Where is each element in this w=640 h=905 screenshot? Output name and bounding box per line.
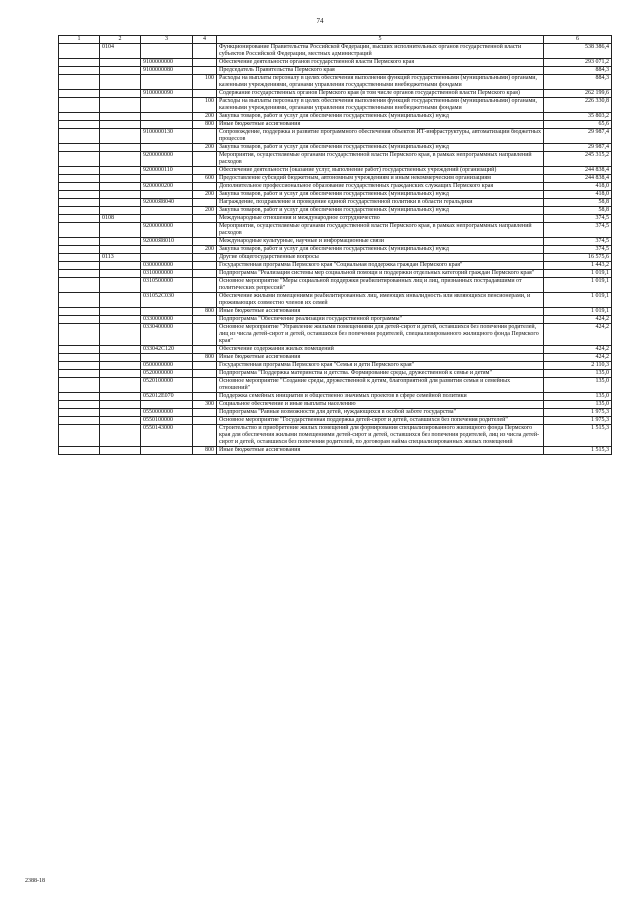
cell-section-code bbox=[100, 425, 141, 447]
column-header: 5 bbox=[217, 36, 544, 44]
cell-target-code: 0310000000 bbox=[141, 270, 193, 278]
cell-target-code: 9100000000 bbox=[141, 59, 193, 67]
cell-col1 bbox=[59, 98, 100, 113]
cell-col1 bbox=[59, 75, 100, 90]
cell-expense-type bbox=[193, 199, 217, 207]
cell-amount: 135,0 bbox=[544, 378, 612, 393]
table-row bbox=[59, 254, 612, 262]
cell-target-code: 0330000000 bbox=[141, 316, 193, 324]
cell-target-code: 052012Е070 bbox=[141, 393, 193, 401]
cell-section-code bbox=[100, 346, 141, 354]
cell-description: Подпрограмма "Обеспечение реализации государственной программы" bbox=[217, 316, 544, 324]
cell-section-code bbox=[100, 67, 141, 75]
cell-section-code bbox=[100, 316, 141, 324]
table-row bbox=[59, 67, 612, 75]
cell-amount: 244 838,4 bbox=[544, 167, 612, 175]
cell-expense-type bbox=[193, 378, 217, 393]
cell-section-code bbox=[100, 90, 141, 98]
cell-amount: 418,0 bbox=[544, 183, 612, 191]
cell-section-code bbox=[100, 59, 141, 67]
table-row bbox=[59, 238, 612, 246]
cell-target-code: 033042С120 bbox=[141, 346, 193, 354]
cell-section-code bbox=[100, 152, 141, 167]
cell-section-code bbox=[100, 370, 141, 378]
cell-expense-type bbox=[193, 67, 217, 75]
table-row bbox=[59, 324, 612, 346]
cell-col1 bbox=[59, 409, 100, 417]
cell-target-code: 9200000000 bbox=[141, 152, 193, 167]
cell-section-code bbox=[100, 278, 141, 293]
cell-col1 bbox=[59, 393, 100, 401]
table-body bbox=[59, 44, 612, 455]
table-row bbox=[59, 346, 612, 354]
cell-col1 bbox=[59, 59, 100, 67]
cell-target-code: 0330400000 bbox=[141, 324, 193, 346]
cell-expense-type bbox=[193, 223, 217, 238]
cell-target-code: 031052С030 bbox=[141, 293, 193, 308]
cell-expense-type bbox=[193, 417, 217, 425]
cell-section-code bbox=[100, 113, 141, 121]
cell-col1 bbox=[59, 262, 100, 270]
page-number: 74 bbox=[316, 17, 324, 25]
cell-expense-type: 800 bbox=[193, 121, 217, 129]
cell-description: Дополнительное профессиональное образование государственных гражданских служащих Пермского края bbox=[217, 183, 544, 191]
cell-description: Функционирование Правительства Российской Федерации, высших исполнительных органов государственной власти субъектов Российской Федерации, местных администраций bbox=[217, 44, 544, 59]
cell-description: Основное мероприятие "Государственная поддержка детей-сирот и детей, оставшихся без попечения родителей" bbox=[217, 417, 544, 425]
cell-description: Награждение, поздравление и проведение единой государственной политики в области геральдики bbox=[217, 199, 544, 207]
cell-description: Закупка товаров, работ и услуг для обеспечения государственных (муниципальных) нужд bbox=[217, 207, 544, 215]
cell-expense-type: 100 bbox=[193, 75, 217, 90]
cell-description: Обеспечение деятельности (оказание услуг, выполнение работ) государственных учреждений (организаций) bbox=[217, 167, 544, 175]
cell-expense-type bbox=[193, 324, 217, 346]
cell-expense-type bbox=[193, 370, 217, 378]
table-row bbox=[59, 246, 612, 254]
cell-section-code bbox=[100, 409, 141, 417]
cell-target-code bbox=[141, 207, 193, 215]
cell-amount: 418,0 bbox=[544, 191, 612, 199]
cell-target-code bbox=[141, 144, 193, 152]
cell-expense-type bbox=[193, 270, 217, 278]
cell-expense-type bbox=[193, 346, 217, 354]
cell-col1 bbox=[59, 447, 100, 455]
cell-col1 bbox=[59, 425, 100, 447]
cell-expense-type bbox=[193, 293, 217, 308]
cell-target-code: 0520100000 bbox=[141, 378, 193, 393]
cell-section-code bbox=[100, 144, 141, 152]
cell-col1 bbox=[59, 183, 100, 191]
cell-amount: 1 443,2 bbox=[544, 262, 612, 270]
cell-target-code: 9200000200 bbox=[141, 183, 193, 191]
table-row bbox=[59, 316, 612, 324]
table-row bbox=[59, 98, 612, 113]
cell-amount: 29 987,4 bbox=[544, 144, 612, 152]
cell-col1 bbox=[59, 324, 100, 346]
cell-section-code bbox=[100, 293, 141, 308]
cell-description: Закупка товаров, работ и услуг для обеспечения государственных (муниципальных) нужд bbox=[217, 113, 544, 121]
cell-expense-type bbox=[193, 215, 217, 223]
cell-target-code bbox=[141, 121, 193, 129]
table-row bbox=[59, 262, 612, 270]
cell-amount: 262 199,6 bbox=[544, 90, 612, 98]
cell-amount: 226 330,8 bbox=[544, 98, 612, 113]
table-row bbox=[59, 215, 612, 223]
cell-col1 bbox=[59, 44, 100, 59]
cell-amount: 245 315,2 bbox=[544, 152, 612, 167]
cell-target-code bbox=[141, 75, 193, 90]
table-row bbox=[59, 370, 612, 378]
cell-description: Сопровождение, поддержка и развитие программного обеспечения объектов ИТ-инфраструктуры, автоматизации бюджетных процессов bbox=[217, 129, 544, 144]
cell-section-code bbox=[100, 238, 141, 246]
cell-amount: 1 975,3 bbox=[544, 409, 612, 417]
cell-description: Основное мероприятие "Создание среды, дружественной к детям, благоприятной для развития семьи и семейных отношений" bbox=[217, 378, 544, 393]
cell-description: Предоставление субсидий бюджетным, автономным учреждениям и иным некоммерческим организациям bbox=[217, 175, 544, 183]
cell-amount: 58,8 bbox=[544, 207, 612, 215]
cell-expense-type: 300 bbox=[193, 401, 217, 409]
cell-expense-type: 200 bbox=[193, 191, 217, 199]
cell-expense-type bbox=[193, 316, 217, 324]
table-row bbox=[59, 409, 612, 417]
table-row bbox=[59, 59, 612, 67]
cell-description: Государственная программа Пермского края "Социальная поддержка граждан Пермского края" bbox=[217, 262, 544, 270]
cell-col1 bbox=[59, 121, 100, 129]
cell-section-code bbox=[100, 246, 141, 254]
table-row bbox=[59, 90, 612, 98]
cell-col1 bbox=[59, 254, 100, 262]
cell-target-code bbox=[141, 44, 193, 59]
table-row bbox=[59, 354, 612, 362]
cell-description: Обеспечение жилыми помещениями реабилитированных лиц, имеющих инвалидность или являющихся пенсионерами, и проживающих совместно членов их семей bbox=[217, 293, 544, 308]
cell-expense-type: 600 bbox=[193, 175, 217, 183]
table-row bbox=[59, 129, 612, 144]
table-row bbox=[59, 393, 612, 401]
cell-amount: 374,5 bbox=[544, 238, 612, 246]
cell-target-code bbox=[141, 215, 193, 223]
table-row bbox=[59, 223, 612, 238]
cell-expense-type bbox=[193, 254, 217, 262]
cell-target-code bbox=[141, 447, 193, 455]
cell-amount: 884,3 bbox=[544, 75, 612, 90]
cell-description: Строительство и приобретение жилых помещений для формирования специализированного жилищного фонда Пермского края для обеспечения жилыми помещениями детей-сирот и детей, оставшихся без попечения родителей, лиц из числа детей-сирот и детей, оставшихся без попечения родителей, по договорам найма специализированных жилых помещений bbox=[217, 425, 544, 447]
cell-expense-type bbox=[193, 152, 217, 167]
cell-col1 bbox=[59, 215, 100, 223]
table-row bbox=[59, 199, 612, 207]
cell-description: Международные культурные, научные и информационные связи bbox=[217, 238, 544, 246]
cell-expense-type bbox=[193, 393, 217, 401]
cell-section-code bbox=[100, 401, 141, 409]
cell-target-code bbox=[141, 113, 193, 121]
cell-expense-type bbox=[193, 409, 217, 417]
document-code: 2388-18 bbox=[25, 878, 45, 884]
cell-section-code bbox=[100, 223, 141, 238]
cell-expense-type: 800 bbox=[193, 354, 217, 362]
cell-target-code bbox=[141, 191, 193, 199]
column-header: 6 bbox=[544, 36, 612, 44]
cell-amount: 538 386,4 bbox=[544, 44, 612, 59]
cell-col1 bbox=[59, 417, 100, 425]
cell-description: Мероприятия, осуществляемые органами государственной власти Пермского края, в рамках непрограммных направлений расходов bbox=[217, 223, 544, 238]
cell-target-code: 9100000090 bbox=[141, 90, 193, 98]
cell-description: Закупка товаров, работ и услуг для обеспечения государственных (муниципальных) нужд bbox=[217, 191, 544, 199]
cell-col1 bbox=[59, 316, 100, 324]
cell-description: Закупка товаров, работ и услуг для обеспечения государственных (муниципальных) нужд bbox=[217, 246, 544, 254]
cell-target-code: 0550143000 bbox=[141, 425, 193, 447]
cell-section-code bbox=[100, 447, 141, 455]
cell-section-code bbox=[100, 417, 141, 425]
cell-expense-type bbox=[193, 129, 217, 144]
cell-expense-type bbox=[193, 167, 217, 175]
cell-target-code: 0500000000 bbox=[141, 362, 193, 370]
cell-description: Расходы на выплаты персоналу в целях обеспечения выполнения функций государственными (муниципальными) органами, казенными учреждениями, органами управления государственными внебюджетными фондами bbox=[217, 98, 544, 113]
cell-target-code bbox=[141, 401, 193, 409]
cell-amount: 35 803,2 bbox=[544, 113, 612, 121]
cell-section-code: 0108 bbox=[100, 215, 141, 223]
table-row bbox=[59, 362, 612, 370]
cell-section-code bbox=[100, 262, 141, 270]
table-row bbox=[59, 278, 612, 293]
cell-amount: 424,2 bbox=[544, 324, 612, 346]
cell-col1 bbox=[59, 113, 100, 121]
cell-target-code: 92000Я8010 bbox=[141, 238, 193, 246]
cell-target-code bbox=[141, 308, 193, 316]
cell-amount: 1 515,3 bbox=[544, 425, 612, 447]
cell-description: Обеспечение содержания жилых помещений bbox=[217, 346, 544, 354]
cell-target-code: 92000Я8040 bbox=[141, 199, 193, 207]
cell-col1 bbox=[59, 152, 100, 167]
cell-target-code bbox=[141, 254, 193, 262]
cell-description: Подпрограмма "Равные возможности для детей, нуждающихся в особой заботе государства" bbox=[217, 409, 544, 417]
cell-target-code: 9100000130 bbox=[141, 129, 193, 144]
cell-amount: 58,8 bbox=[544, 199, 612, 207]
table-row bbox=[59, 152, 612, 167]
cell-target-code bbox=[141, 98, 193, 113]
cell-amount: 29 987,4 bbox=[544, 129, 612, 144]
cell-section-code bbox=[100, 324, 141, 346]
table-row bbox=[59, 425, 612, 447]
cell-col1 bbox=[59, 401, 100, 409]
cell-amount: 374,5 bbox=[544, 223, 612, 238]
cell-section-code bbox=[100, 121, 141, 129]
cell-col1 bbox=[59, 238, 100, 246]
cell-col1 bbox=[59, 223, 100, 238]
cell-amount: 135,0 bbox=[544, 401, 612, 409]
cell-amount: 65,6 bbox=[544, 121, 612, 129]
cell-col1 bbox=[59, 90, 100, 98]
cell-amount: 2 110,3 bbox=[544, 362, 612, 370]
cell-amount: 374,5 bbox=[544, 246, 612, 254]
cell-expense-type bbox=[193, 44, 217, 59]
cell-col1 bbox=[59, 67, 100, 75]
cell-expense-type: 800 bbox=[193, 447, 217, 455]
cell-col1 bbox=[59, 175, 100, 183]
cell-expense-type: 200 bbox=[193, 113, 217, 121]
budget-table bbox=[58, 35, 612, 455]
cell-target-code: 9200000000 bbox=[141, 223, 193, 238]
cell-amount: 135,0 bbox=[544, 393, 612, 401]
cell-col1 bbox=[59, 346, 100, 354]
table-row bbox=[59, 293, 612, 308]
cell-description: Обеспечение деятельности органов государственной власти Пермского края bbox=[217, 59, 544, 67]
cell-section-code: 0104 bbox=[100, 44, 141, 59]
cell-amount: 374,5 bbox=[544, 215, 612, 223]
cell-target-code: 0520000000 bbox=[141, 370, 193, 378]
cell-target-code: 0300000000 bbox=[141, 262, 193, 270]
cell-description: Закупка товаров, работ и услуг для обеспечения государственных (муниципальных) нужд bbox=[217, 144, 544, 152]
cell-expense-type bbox=[193, 362, 217, 370]
cell-section-code bbox=[100, 207, 141, 215]
cell-section-code bbox=[100, 191, 141, 199]
cell-section-code bbox=[100, 308, 141, 316]
cell-description: Подпрограмма "Реализация системы мер социальной помощи и поддержки отдельных категорий граждан Пермского края" bbox=[217, 270, 544, 278]
cell-section-code bbox=[100, 199, 141, 207]
cell-description: Международные отношения и международное сотрудничество bbox=[217, 215, 544, 223]
cell-section-code bbox=[100, 270, 141, 278]
cell-col1 bbox=[59, 207, 100, 215]
cell-section-code bbox=[100, 129, 141, 144]
table-row bbox=[59, 378, 612, 393]
column-header: 3 bbox=[141, 36, 193, 44]
cell-section-code bbox=[100, 75, 141, 90]
cell-expense-type bbox=[193, 59, 217, 67]
cell-col1 bbox=[59, 199, 100, 207]
cell-section-code bbox=[100, 362, 141, 370]
cell-expense-type bbox=[193, 278, 217, 293]
cell-expense-type bbox=[193, 183, 217, 191]
cell-target-code: 9100000080 bbox=[141, 67, 193, 75]
cell-section-code bbox=[100, 393, 141, 401]
cell-description: Государственная программа Пермского края "Семья и дети Пермского края" bbox=[217, 362, 544, 370]
cell-col1 bbox=[59, 144, 100, 152]
cell-col1 bbox=[59, 378, 100, 393]
cell-amount: 424,2 bbox=[544, 316, 612, 324]
cell-description: Расходы на выплаты персоналу в целях обеспечения выполнения функций государственными (муниципальными) органами, казенными учреждениями, органами управления государственными внебюджетными фондами bbox=[217, 75, 544, 90]
cell-target-code: 9200000110 bbox=[141, 167, 193, 175]
cell-amount: 135,0 bbox=[544, 370, 612, 378]
cell-description: Содержание государственных органов Пермского края (в том числе органов государственной власти Пермского края) bbox=[217, 90, 544, 98]
cell-section-code bbox=[100, 98, 141, 113]
cell-amount: 1 019,1 bbox=[544, 278, 612, 293]
cell-amount: 1 975,3 bbox=[544, 417, 612, 425]
cell-col1 bbox=[59, 354, 100, 362]
cell-description: Иные бюджетные ассигнования bbox=[217, 308, 544, 316]
cell-amount: 1 515,3 bbox=[544, 447, 612, 455]
cell-amount: 1 019,1 bbox=[544, 308, 612, 316]
cell-expense-type bbox=[193, 90, 217, 98]
cell-amount: 1 019,1 bbox=[544, 293, 612, 308]
cell-amount: 1 019,1 bbox=[544, 270, 612, 278]
table-row bbox=[59, 308, 612, 316]
table-row bbox=[59, 207, 612, 215]
table-row bbox=[59, 167, 612, 175]
cell-section-code: 0113 bbox=[100, 254, 141, 262]
table-row bbox=[59, 401, 612, 409]
cell-description: Другие общегосударственные вопросы bbox=[217, 254, 544, 262]
cell-target-code: 0550000000 bbox=[141, 409, 193, 417]
cell-col1 bbox=[59, 167, 100, 175]
cell-expense-type: 100 bbox=[193, 98, 217, 113]
cell-description: Подпрограмма "Поддержка материнства и детства. Формирование среды, дружественной к семье и детям" bbox=[217, 370, 544, 378]
cell-expense-type: 200 bbox=[193, 144, 217, 152]
cell-section-code bbox=[100, 175, 141, 183]
cell-description: Мероприятия, осуществляемые органами государственной власти Пермского края, в рамках непрограммных направлений расходов bbox=[217, 152, 544, 167]
cell-description: Основное мероприятие "Управление жилыми помещениями для детей-сирот и детей, оставшихся без попечения родителей, лиц из числа детей-сирот и детей, оставшихся без попечения родителей, специализированного жилищного фонда Пермского края" bbox=[217, 324, 544, 346]
cell-expense-type: 200 bbox=[193, 207, 217, 215]
cell-col1 bbox=[59, 191, 100, 199]
cell-amount: 293 071,2 bbox=[544, 59, 612, 67]
cell-amount: 16 575,6 bbox=[544, 254, 612, 262]
cell-amount: 424,2 bbox=[544, 346, 612, 354]
table-header-row bbox=[59, 36, 612, 44]
cell-col1 bbox=[59, 129, 100, 144]
table-row bbox=[59, 417, 612, 425]
cell-section-code bbox=[100, 167, 141, 175]
table-row bbox=[59, 183, 612, 191]
cell-description: Иные бюджетные ассигнования bbox=[217, 447, 544, 455]
cell-section-code bbox=[100, 378, 141, 393]
cell-target-code bbox=[141, 354, 193, 362]
cell-amount: 244 838,4 bbox=[544, 175, 612, 183]
table-row bbox=[59, 44, 612, 59]
cell-target-code bbox=[141, 246, 193, 254]
cell-col1 bbox=[59, 293, 100, 308]
cell-col1 bbox=[59, 246, 100, 254]
cell-description: Основное мероприятие "Меры социальной поддержки реабилитированных лиц и лиц, признанных пострадавшими от политических репрессий" bbox=[217, 278, 544, 293]
table-row bbox=[59, 121, 612, 129]
cell-expense-type: 200 bbox=[193, 246, 217, 254]
cell-target-code: 0550100000 bbox=[141, 417, 193, 425]
column-header: 1 bbox=[59, 36, 100, 44]
cell-col1 bbox=[59, 270, 100, 278]
table-row bbox=[59, 144, 612, 152]
cell-description: Поддержка семейных инициатив и общественно значимых проектов в сфере семейной политики bbox=[217, 393, 544, 401]
cell-target-code bbox=[141, 175, 193, 183]
table-row bbox=[59, 447, 612, 455]
cell-description: Иные бюджетные ассигнования bbox=[217, 354, 544, 362]
cell-section-code bbox=[100, 354, 141, 362]
cell-description: Иные бюджетные ассигнования bbox=[217, 121, 544, 129]
column-header: 2 bbox=[100, 36, 141, 44]
table-row bbox=[59, 191, 612, 199]
cell-description: Социальное обеспечение и иные выплаты населению bbox=[217, 401, 544, 409]
table-row bbox=[59, 175, 612, 183]
cell-expense-type bbox=[193, 425, 217, 447]
cell-target-code: 0310500000 bbox=[141, 278, 193, 293]
table-row bbox=[59, 75, 612, 90]
cell-expense-type bbox=[193, 238, 217, 246]
table-row bbox=[59, 270, 612, 278]
cell-col1 bbox=[59, 278, 100, 293]
cell-col1 bbox=[59, 308, 100, 316]
cell-amount: 424,2 bbox=[544, 354, 612, 362]
cell-expense-type bbox=[193, 262, 217, 270]
cell-col1 bbox=[59, 370, 100, 378]
cell-expense-type: 800 bbox=[193, 308, 217, 316]
table-row bbox=[59, 113, 612, 121]
cell-amount: 884,3 bbox=[544, 67, 612, 75]
cell-section-code bbox=[100, 183, 141, 191]
cell-col1 bbox=[59, 362, 100, 370]
cell-description: Председатель Правительства Пермского края bbox=[217, 67, 544, 75]
column-header: 4 bbox=[193, 36, 217, 44]
